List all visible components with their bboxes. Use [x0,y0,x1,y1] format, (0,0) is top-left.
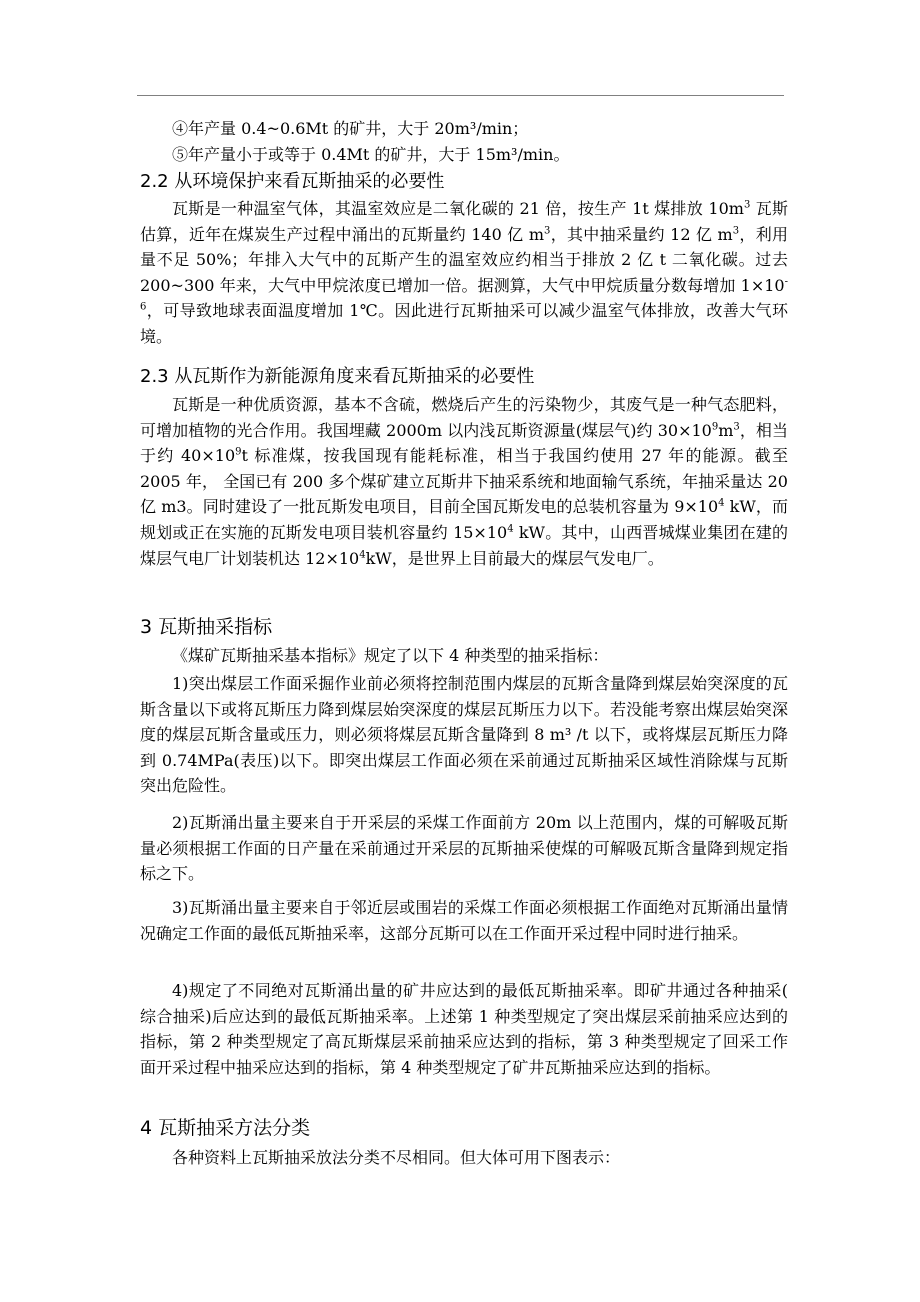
section-2-3-paragraph [140,392,788,571]
list-item-4-text: ④年产量 0.4~0.6Mt 的矿井，大于 20m³/min； [172,119,529,138]
s23-sup-a: 9 [711,421,719,433]
s23-text-f: kW。其中，山西晋城煤业集团在建的煤层气电厂计划装机达 12×10 [140,522,788,568]
s22-sup-d: -6 [140,276,788,314]
section-3-item-2-text: 2)瓦斯涌出量主要来自于开采层的采煤工作面前方 20m 以上范围内，煤的可解吸瓦斯量必须根据工作面的日产量在采前通过开采层的瓦斯抽采使煤的可解吸瓦斯含量降到规定指标之下。 [140,813,788,884]
s23-sup-d: 4 [718,498,725,510]
s23-text-d: t 标准煤，按我国现有能耗标准，相当于我国约使用 27 年的能源。截至 2005 年， 全国已有 200 多个煤矿建立瓦斯井下抽采系统和地面输气系统，年抽采量达 20 亿 m3。同时建设了一批瓦斯发电项目，目前全国瓦斯发电的总装机容量为 9×10 [140,446,788,517]
section-4-heading-text: 4 瓦斯抽采方法分类 [140,1117,311,1139]
section-3-item-3 [140,895,788,946]
header-rule [137,95,784,96]
section-2-2-paragraph [140,196,788,350]
s23-sup-e: 4 [507,523,514,535]
section-3-item-1 [140,671,788,799]
section-2-2-heading [140,169,788,195]
s23-text-e: kW，而规划或正在实施的瓦斯发电项目装机容量约 15×10 [140,497,788,542]
s23-sup-c: 9 [235,446,242,458]
section-3-item-4 [140,978,788,1080]
section-3-intro-text: 《煤矿瓦斯抽采基本指标》规定了以下 4 种类型的抽采指标： [172,646,609,665]
s23-text-b: m [718,420,734,440]
list-item-5 [140,142,788,168]
s23-text-a: 瓦斯是一种优质资源，基本不含硫，燃烧后产生的污染物少，其废气是一种气态肥料， 可增加植物的光合作用。我国埋藏 2000m 以内浅瓦斯资源量(煤层气)约 30×10 [140,395,788,440]
section-3-heading-text: 3 瓦斯抽采指标 [140,616,273,638]
section-3-intro [140,643,788,669]
s22-sup-c: 3 [732,225,740,237]
section-4-paragraph-text: 各种资料上瓦斯抽采放法分类不尽相同。但大体可用下图表示： [172,1148,621,1167]
section-4-paragraph [140,1145,788,1171]
s22-text-a: 瓦斯是一种温室气体，其温室效应是二氧化碳的 21 倍，按生产 1t 煤排放 10m [172,199,744,218]
section-2-2-paragraph-text [140,196,788,350]
s23-sup-f: 4 [359,549,366,561]
section-4-heading [140,1115,788,1141]
s22-sup-a: 3 [743,199,751,211]
section-3-heading [140,614,788,640]
s23-text-g: kW，是世界上目前最大的煤层气发电厂。 [365,548,664,568]
list-item-4 [140,116,788,142]
section-2-3-paragraph-text [140,392,788,571]
s22-text-b: 瓦斯估算，近年在煤炭生产过程中涌出的瓦斯量约 140 亿 m [140,199,788,244]
section-3-item-1-text: 1)突出煤层工作面采掘作业前必须将控制范围内煤层的瓦斯含量降到煤层始突深度的瓦斯含量以下或将瓦斯压力降到煤层始突深度的煤层瓦斯压力以下。若没能考察出煤层始突深度的煤层瓦斯含量或压力，则必须将煤层瓦斯含量降到 8 m³ /t 以下，或将煤层瓦斯压力降到 0.74MPa(表压)以下。即突出煤层工作面必须在采前通过瓦斯抽采区域性消除煤与瓦斯突出危险性。 [140,674,788,796]
section-3-item-4-text: 4)规定了不同绝对瓦斯涌出量的矿井应达到的最低瓦斯抽采率。即矿井通过各种抽采( 综合抽采)后应达到的最低瓦斯抽采率。上述第 1 种类型规定了突出煤层采前抽采应达到的指标，第 2 种类型规定了高瓦斯煤层采前抽采应达到的指标，第 3 种类型规定了回采工作面开采过程中抽采应达到的指标，第 4 种类型规定了矿井瓦斯抽采应达到的指标。 [140,981,788,1077]
s22-text-e: ，可导致地球表面温度增加 1℃。因此进行瓦斯抽采可以减少温室气体排放，改善大气环境。 [140,301,788,346]
s22-text-d: ，利用量不足 50%；年排入大气中的瓦斯产生的温室效应约相当于排放 2 亿 t 二氧化碳。过去 200~300 年来，大气中甲烷浓度已增加一倍。据测算，大气中甲烷质量分数每增加 1×10 [140,224,788,295]
section-2-2-heading-text: 2.2 从环境保护来看瓦斯抽采的必要性 [140,171,445,192]
section-3-item-2 [140,810,788,887]
section-2-3-heading [140,364,788,390]
s22-sup-b: 3 [544,225,551,237]
section-3-item-3-text: 3)瓦斯涌出量主要来自于邻近层或围岩的采煤工作面必须根据工作面绝对瓦斯涌出量情况确定工作面的最低瓦斯抽采率，这部分瓦斯可以在工作面开采过程中同时进行抽采。 [140,898,788,943]
s23-sup-b: 3 [733,421,740,433]
list-item-5-text: ⑤年产量小于或等于 0.4Mt 的矿井，大于 15m³/min。 [172,145,570,164]
section-2-3-heading-text: 2.3 从瓦斯作为新能源角度来看瓦斯抽采的必要性 [140,366,535,387]
s22-text-c: ，其中抽采量约 12 亿 m [550,224,733,244]
s23-text-c: ，相当于约 40×10 [140,420,788,466]
